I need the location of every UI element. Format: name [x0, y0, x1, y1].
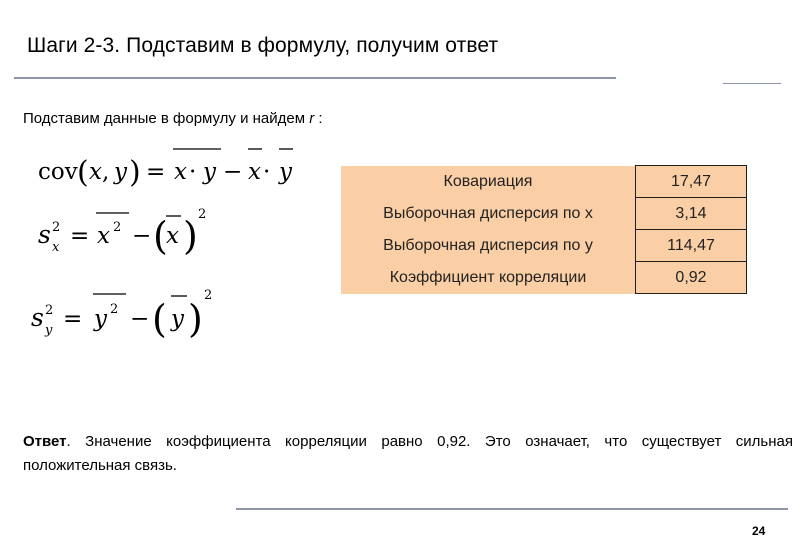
- sx-mean-x: x: [166, 223, 179, 249]
- table-row: [341, 230, 747, 262]
- sy-power: 2: [45, 303, 54, 318]
- sx-outer-power: 2: [198, 207, 207, 222]
- row-value: 114,47: [636, 230, 747, 262]
- covariance-formula: [38, 149, 293, 190]
- intro-variable: r: [309, 110, 315, 127]
- intro-text: [23, 110, 323, 127]
- cov-equals: =: [146, 159, 166, 185]
- row-label: Ковариация: [341, 166, 636, 198]
- corner-divider: [723, 83, 781, 84]
- title-divider: [14, 77, 616, 79]
- sy-mean-y: y: [171, 306, 184, 332]
- cov-minus: −: [223, 159, 243, 185]
- sy-equals: =: [63, 306, 83, 332]
- sx-equals: =: [70, 223, 90, 249]
- sx-power: 2: [52, 220, 61, 235]
- sy-minus: −: [130, 306, 150, 332]
- footer-divider: [236, 508, 788, 510]
- sy-subscript: y: [45, 323, 53, 338]
- row-label: Выборочная дисперсия по x: [341, 198, 636, 230]
- sx-minus: −: [132, 223, 152, 249]
- mean-xy-dot: ·: [189, 159, 197, 185]
- table-row: [341, 262, 747, 294]
- sx-lparen: (: [153, 214, 168, 258]
- intro-suffix: :: [314, 110, 323, 127]
- sy-lparen: (: [152, 297, 167, 341]
- row-value: 17,47: [636, 166, 747, 198]
- mean-x: x: [248, 159, 261, 185]
- statistics-table: [341, 165, 747, 294]
- sy-rparen: ): [188, 297, 203, 341]
- sx-subscript: x: [52, 240, 60, 255]
- cov-comma: ,: [102, 159, 110, 185]
- answer-paragraph: [23, 430, 793, 478]
- sx-rparen: ): [183, 214, 198, 258]
- mean-xy-x: x: [174, 159, 187, 185]
- intro-text-main: Подставим данные в формулу и найдем: [23, 110, 306, 127]
- cov-x: x: [89, 159, 102, 185]
- sx-s: s: [38, 220, 51, 249]
- cov-y: y: [114, 159, 127, 185]
- row-value: 0,92: [636, 262, 747, 294]
- sy-outer-power: 2: [204, 288, 213, 303]
- y-squared-power: 2: [110, 302, 119, 317]
- cov-fn: cov: [38, 159, 78, 185]
- product-dot: ·: [263, 159, 271, 185]
- sy-s: s: [31, 303, 44, 332]
- y-squared-base: y: [94, 306, 107, 332]
- mean-y: y: [279, 159, 292, 185]
- mean-xy-y: y: [203, 159, 216, 185]
- cov-lparen: (: [77, 155, 89, 190]
- row-value: 3,14: [636, 198, 747, 230]
- cov-rparen: ): [129, 155, 141, 190]
- slide-title: Шаги 2-3. Подставим в формулу, получим ответ: [27, 34, 499, 57]
- answer-text: . Значение коэффициента корреляции равно 0,92. Это означает, что существует сильная положительная связь.: [23, 433, 793, 474]
- row-label: Выборочная дисперсия по y: [341, 230, 636, 262]
- x-squared-power: 2: [113, 220, 122, 235]
- answer-label: Ответ: [23, 433, 67, 450]
- variance-y-formula: [31, 288, 212, 341]
- row-label: Коэффициент корреляции: [341, 262, 636, 294]
- variance-x-formula: [38, 207, 206, 258]
- x-squared-base: x: [97, 223, 110, 249]
- table-row: [341, 198, 747, 230]
- page-number: 24: [752, 524, 766, 538]
- table-row: [341, 166, 747, 198]
